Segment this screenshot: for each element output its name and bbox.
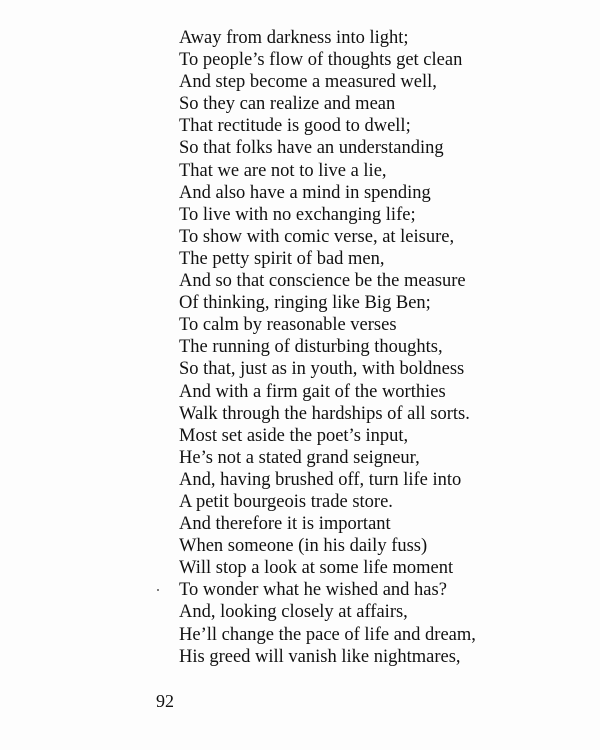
poem-line: He’s not a stated grand seigneur, bbox=[179, 447, 420, 468]
poem-line: When someone (in his daily fuss) bbox=[179, 536, 428, 557]
poem-line: Of thinking, ringing like Big Ben; bbox=[179, 293, 431, 314]
poem-line: And step become a measured well, bbox=[179, 72, 437, 93]
poem-line: Walk through the hardships of all sorts. bbox=[179, 403, 470, 424]
poem-line: His greed will vanish like nightmares, bbox=[179, 646, 461, 667]
poem-line: To live with no exchanging life; bbox=[179, 204, 416, 225]
poem-line: Most set aside the poet’s input, bbox=[179, 425, 409, 446]
poem-line: To show with comic verse, at leisure, bbox=[179, 226, 455, 247]
poem-line: The petty spirit of bad men, bbox=[179, 248, 385, 269]
poem-line: And, looking closely at affairs, bbox=[179, 602, 408, 623]
poem-line: To people’s flow of thoughts get clean bbox=[179, 50, 463, 71]
poem-line: And with a firm gait of the worthies bbox=[179, 381, 446, 402]
poem-line: That we are not to live a lie, bbox=[179, 160, 387, 181]
poem-line: So they can realize and mean bbox=[179, 94, 396, 115]
poem-line: Away from darkness into light; bbox=[179, 28, 409, 48]
print-speck bbox=[157, 589, 159, 591]
poem-line: So that, just as in youth, with boldness bbox=[179, 359, 465, 380]
poem-line: And also have a mind in spending bbox=[179, 182, 431, 203]
poem-line: And so that conscience be the measure bbox=[179, 271, 466, 292]
poem-line: And therefore it is important bbox=[179, 514, 391, 535]
poem-line: To wonder what he wished and has? bbox=[179, 580, 447, 601]
poem-line: Will stop a look at some life moment bbox=[179, 558, 454, 579]
poem-line: To calm by reasonable verses bbox=[179, 315, 397, 336]
poem-line: A petit bourgeois trade store. bbox=[179, 491, 393, 512]
poem-text bbox=[179, 27, 589, 668]
poem-line: And, having brushed off, turn life into bbox=[179, 469, 462, 490]
page-number: 92 bbox=[156, 691, 174, 711]
poem-line: That rectitude is good to dwell; bbox=[179, 116, 411, 137]
poem-line: So that folks have an understanding bbox=[179, 138, 444, 159]
poem-line: The running of disturbing thoughts, bbox=[179, 337, 443, 358]
poem-line: He’ll change the pace of life and dream, bbox=[179, 624, 476, 645]
